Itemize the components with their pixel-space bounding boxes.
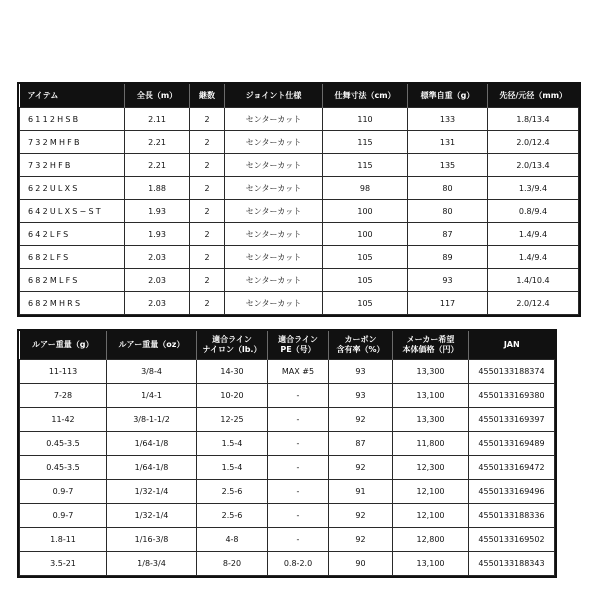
table-row — [20, 223, 579, 246]
spec-cell: 2.11 — [125, 108, 190, 131]
spec-cell: 93 — [408, 269, 488, 292]
spec-cell: 0.8/9.4 — [488, 200, 579, 223]
price-cell: 0.9-7 — [20, 480, 107, 504]
spec-header-cell: 先径/元径（mm） — [488, 84, 579, 108]
spec-cell: 1.88 — [125, 177, 190, 200]
price-header-cell — [107, 331, 197, 360]
price-cell: 13,300 — [393, 360, 469, 384]
spec-cell: 1.8/13.4 — [488, 108, 579, 131]
spec-header-cell: 継数 — [190, 84, 225, 108]
spec-cell: 80 — [408, 177, 488, 200]
table-row — [20, 432, 555, 456]
price-header-cell — [393, 331, 469, 360]
table-row — [20, 408, 555, 432]
spec-cell: センターカット — [225, 269, 323, 292]
spec-cell: 6112HSB — [20, 108, 125, 131]
price-cell: - — [268, 408, 329, 432]
price-cell: 92 — [329, 528, 393, 552]
price-header-line: 適合ライン — [278, 335, 318, 344]
price-cell: 11-113 — [20, 360, 107, 384]
spec-cell: 2.03 — [125, 269, 190, 292]
price-cell: 14-30 — [197, 360, 268, 384]
price-table-header — [20, 331, 555, 360]
price-cell: - — [268, 480, 329, 504]
price-header-cell — [329, 331, 393, 360]
spec-cell: 2.21 — [125, 154, 190, 177]
price-header-cell — [20, 331, 107, 360]
table-row — [20, 384, 555, 408]
spec-cell: 682LFS — [20, 246, 125, 269]
price-cell: 12,100 — [393, 504, 469, 528]
price-table-body — [20, 360, 555, 576]
price-cell: 11,800 — [393, 432, 469, 456]
spec-cell: 642ULXS−ST — [20, 200, 125, 223]
table-row — [20, 177, 579, 200]
price-cell: 1/16-3/8 — [107, 528, 197, 552]
price-cell: 91 — [329, 480, 393, 504]
spec-cell: 89 — [408, 246, 488, 269]
price-cell: 3.5-21 — [20, 552, 107, 576]
price-cell: 7-28 — [20, 384, 107, 408]
spec-cell: 682MLFS — [20, 269, 125, 292]
price-cell: 92 — [329, 408, 393, 432]
price-header-line: 含有率（%） — [336, 345, 385, 354]
price-table — [19, 331, 555, 576]
spec-cell: 1.93 — [125, 223, 190, 246]
price-cell: 87 — [329, 432, 393, 456]
spec-cell: 2.0/12.4 — [488, 131, 579, 154]
spec-header-cell: アイテム — [20, 84, 125, 108]
spec-cell: 642LFS — [20, 223, 125, 246]
price-cell: 10-20 — [197, 384, 268, 408]
price-cell: 1/4-1 — [107, 384, 197, 408]
spec-cell: 87 — [408, 223, 488, 246]
spec-cell: センターカット — [225, 154, 323, 177]
price-cell: 4550133169380 — [469, 384, 555, 408]
spec-cell: センターカット — [225, 200, 323, 223]
price-cell: - — [268, 456, 329, 480]
price-cell: 4550133169397 — [469, 408, 555, 432]
price-cell: 13,300 — [393, 408, 469, 432]
price-cell: 4550133169489 — [469, 432, 555, 456]
price-header-cell — [268, 331, 329, 360]
price-header-line: ルアー重量（g） — [32, 340, 94, 349]
spec-cell: 2.0/13.4 — [488, 154, 579, 177]
price-cell: 2.5-6 — [197, 480, 268, 504]
price-cell: 0.45-3.5 — [20, 432, 107, 456]
spec-cell: 115 — [323, 154, 408, 177]
price-cell: MAX #5 — [268, 360, 329, 384]
price-cell: 1/64-1/8 — [107, 432, 197, 456]
spec-cell: 1.3/9.4 — [488, 177, 579, 200]
spec-header-cell: 標準自重（g） — [408, 84, 488, 108]
price-header-line: ルアー重量（oz） — [118, 340, 185, 349]
price-cell: 4550133188343 — [469, 552, 555, 576]
price-cell: 0.8-2.0 — [268, 552, 329, 576]
spec-cell: 732MHFB — [20, 131, 125, 154]
spec-cell: 135 — [408, 154, 488, 177]
table-row — [20, 456, 555, 480]
spec-cell: 2 — [190, 246, 225, 269]
price-cell: 11-42 — [20, 408, 107, 432]
spec-cell: 131 — [408, 131, 488, 154]
price-cell: 93 — [329, 384, 393, 408]
spec-cell: 98 — [323, 177, 408, 200]
spec-cell: センターカット — [225, 223, 323, 246]
price-cell: 4550133169496 — [469, 480, 555, 504]
table-row — [20, 246, 579, 269]
price-cell: 12,800 — [393, 528, 469, 552]
spec-header-cell: 仕舞寸法（cm） — [323, 84, 408, 108]
spec-cell: 622ULXS — [20, 177, 125, 200]
spec-cell: センターカット — [225, 177, 323, 200]
price-cell: 2.5-6 — [197, 504, 268, 528]
table-row — [20, 131, 579, 154]
spec-cell: 1.4/9.4 — [488, 246, 579, 269]
price-cell: 1/8-3/4 — [107, 552, 197, 576]
price-cell: 90 — [329, 552, 393, 576]
spec-cell: 682MHRS — [20, 292, 125, 315]
price-header-line: 適合ライン — [212, 335, 252, 344]
price-cell: 1.5-4 — [197, 432, 268, 456]
table-row — [20, 528, 555, 552]
spec-cell: 2.03 — [125, 246, 190, 269]
spec-cell: 100 — [323, 223, 408, 246]
spec-cell: センターカット — [225, 131, 323, 154]
spec-cell: 2.03 — [125, 292, 190, 315]
spec-cell: 100 — [323, 200, 408, 223]
price-cell: 1/32-1/4 — [107, 504, 197, 528]
price-header-line: カーボン — [344, 335, 377, 344]
price-cell: 1.8-11 — [20, 528, 107, 552]
price-header-line: メーカー希望 — [406, 335, 455, 344]
spec-cell: 2 — [190, 177, 225, 200]
price-cell: 8-20 — [197, 552, 268, 576]
spec-table-body — [20, 108, 579, 315]
spec-cell: 2 — [190, 131, 225, 154]
price-cell: 92 — [329, 504, 393, 528]
spec-cell: 2 — [190, 223, 225, 246]
spec-cell: 115 — [323, 131, 408, 154]
price-header-line: PE（号） — [280, 345, 316, 354]
price-cell: 13,100 — [393, 552, 469, 576]
table-row — [20, 200, 579, 223]
spec-table — [19, 84, 579, 315]
price-cell: - — [268, 504, 329, 528]
table-row — [20, 552, 555, 576]
price-cell: 3/8-4 — [107, 360, 197, 384]
spec-cell: 80 — [408, 200, 488, 223]
price-cell: 0.45-3.5 — [20, 456, 107, 480]
price-cell: 4550133169502 — [469, 528, 555, 552]
price-cell: 1.5-4 — [197, 456, 268, 480]
spec-cell: 110 — [323, 108, 408, 131]
table-row — [20, 504, 555, 528]
table-row — [20, 154, 579, 177]
price-cell: 12,100 — [393, 480, 469, 504]
spec-cell: 105 — [323, 246, 408, 269]
price-cell: - — [268, 432, 329, 456]
spec-cell: センターカット — [225, 292, 323, 315]
spec-header-row — [20, 84, 579, 108]
table-row — [20, 360, 555, 384]
price-cell: 4550133169472 — [469, 456, 555, 480]
spec-header-cell: 全長（m） — [125, 84, 190, 108]
price-cell: 4550133188336 — [469, 504, 555, 528]
price-cell: - — [268, 528, 329, 552]
price-cell: 0.9-7 — [20, 504, 107, 528]
table-row — [20, 269, 579, 292]
spec-cell: 1.93 — [125, 200, 190, 223]
price-cell: 92 — [329, 456, 393, 480]
price-header-line: JAN — [503, 340, 520, 349]
spec-cell: 1.4/10.4 — [488, 269, 579, 292]
spec-cell: 2 — [190, 200, 225, 223]
price-header-cell — [469, 331, 555, 360]
price-cell: 13,100 — [393, 384, 469, 408]
price-cell: 1/32-1/4 — [107, 480, 197, 504]
price-header-line: 本体価格（円） — [402, 345, 459, 354]
spec-cell: 2 — [190, 292, 225, 315]
price-header-row — [20, 331, 555, 360]
spec-cell: 2.0/12.4 — [488, 292, 579, 315]
price-cell: 93 — [329, 360, 393, 384]
spec-cell: 2 — [190, 154, 225, 177]
spec-cell: 2.21 — [125, 131, 190, 154]
spec-table-header — [20, 84, 579, 108]
table-row — [20, 292, 579, 315]
price-cell: 4550133188374 — [469, 360, 555, 384]
table-row — [20, 108, 579, 131]
spec-cell: 732HFB — [20, 154, 125, 177]
spec-cell: 105 — [323, 292, 408, 315]
spec-cell: 133 — [408, 108, 488, 131]
spec-cell: 117 — [408, 292, 488, 315]
spec-cell: 105 — [323, 269, 408, 292]
spec-header-cell: ジョイント仕様 — [225, 84, 323, 108]
price-cell: 12-25 — [197, 408, 268, 432]
price-header-cell — [197, 331, 268, 360]
price-cell: 4-8 — [197, 528, 268, 552]
spec-cell: センターカット — [225, 108, 323, 131]
price-cell: 12,300 — [393, 456, 469, 480]
spec-cell: センターカット — [225, 246, 323, 269]
price-cell: 1/64-1/8 — [107, 456, 197, 480]
price-cell: - — [268, 384, 329, 408]
spec-cell: 2 — [190, 269, 225, 292]
price-cell: 3/8-1-1/2 — [107, 408, 197, 432]
spec-cell: 1.4/9.4 — [488, 223, 579, 246]
spec-cell: 2 — [190, 108, 225, 131]
price-header-line: ナイロン（lb.） — [202, 345, 262, 354]
table-row — [20, 480, 555, 504]
